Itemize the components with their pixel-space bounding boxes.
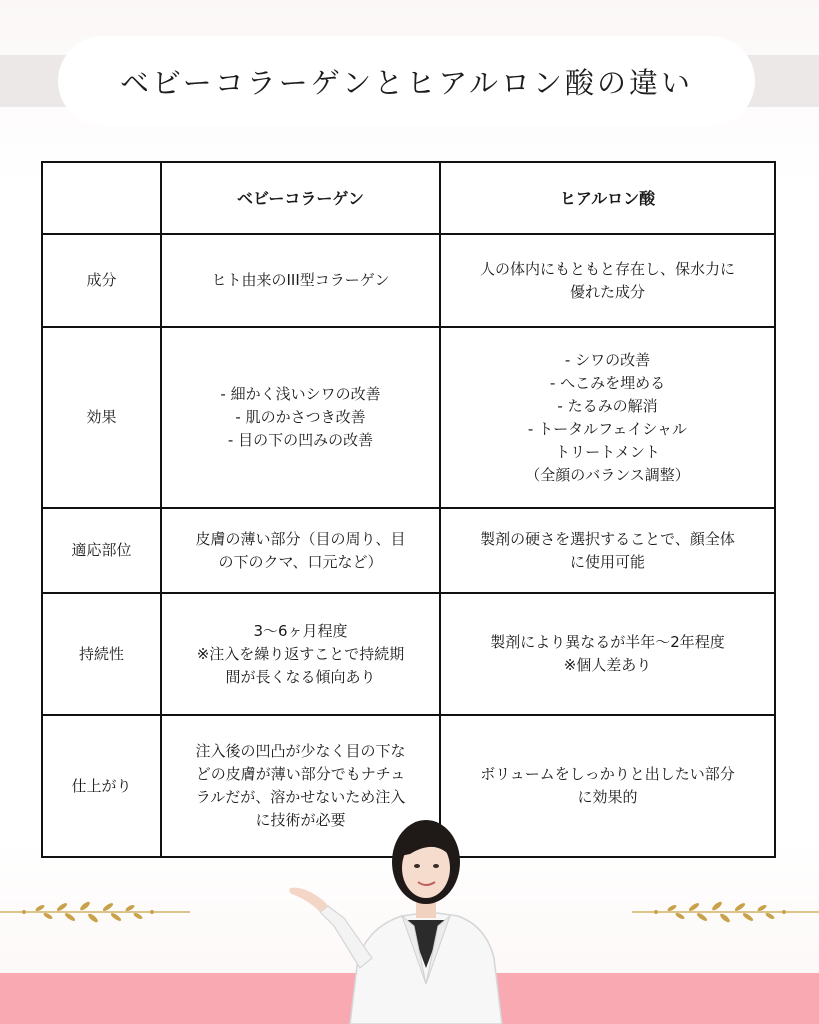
table-row <box>42 508 775 593</box>
comparison-table <box>41 161 776 858</box>
cell-line: ※個人差あり <box>563 656 652 674</box>
cell-line: 人の体内にもともと存在し、保水力に <box>479 259 735 278</box>
gold-leaf-ornament-left <box>0 897 190 927</box>
header-hyaluronic-acid: ヒアルロン酸 <box>440 162 775 234</box>
header-empty-cell <box>42 162 161 234</box>
cell-line: 優れた成分 <box>569 282 645 301</box>
cell-line: - へこみを埋める <box>549 373 666 392</box>
cell-line: に使用可能 <box>569 552 645 571</box>
hyaluronic-acid-cell <box>440 327 775 508</box>
cell-line: ※注入を繰り返すことで持続期 <box>196 644 405 663</box>
baby-collagen-cell <box>161 234 440 327</box>
cell-line: - 肌のかさつき改善 <box>235 408 366 426</box>
cell-line: - トータルフェイシャル <box>527 419 688 438</box>
baby-collagen-cell <box>161 593 440 715</box>
row-label: 効果 <box>42 327 161 508</box>
row-label: 成分 <box>42 234 161 327</box>
baby-collagen-cell <box>161 508 440 593</box>
cell-line: どの皮膚が薄い部分でもナチュ <box>195 765 406 783</box>
cell-line: 製剤により異なるが半年〜2年程度 <box>490 633 725 651</box>
cell-line: ヒト由来のIII型コラーゲン <box>211 271 390 289</box>
row-label: 持続性 <box>42 593 161 715</box>
cell-line: 注入後の凹凸が少なく目の下な <box>195 742 406 760</box>
table-header-row <box>42 162 775 234</box>
cell-line: - シワの改善 <box>564 350 651 369</box>
cell-line: 皮膚の薄い部分（目の周り、目 <box>195 529 406 548</box>
cell-line: 3〜6ヶ月程度 <box>253 621 348 640</box>
gold-leaf-ornament-right <box>632 897 819 927</box>
table-row <box>42 234 775 327</box>
doctor-illustration <box>280 808 520 1024</box>
cell-line: 製剤の硬さを選択することで、顔全体 <box>480 529 735 548</box>
baby-collagen-cell <box>161 327 440 508</box>
hyaluronic-acid-cell <box>440 508 775 593</box>
cell-line: の下のクマ、口元など） <box>218 552 383 571</box>
table-row <box>42 327 775 508</box>
header-baby-collagen: ベビーコラーゲン <box>161 162 440 234</box>
cell-line: 間が長くなる傾向あり <box>225 667 376 686</box>
cell-line: （全顔のバランス調整） <box>525 465 690 484</box>
cell-line: に技術が必要 <box>255 811 346 829</box>
cell-line: ボリュームをしっかりと出したい部分 <box>480 765 735 783</box>
cell-line: - 細かく浅いシワの改善 <box>220 385 381 403</box>
page-title: ベビーコラーゲンとヒアルロン酸の違い <box>58 36 755 126</box>
row-label: 適応部位 <box>42 508 161 593</box>
cell-line: ラルだが、溶かせないため注入 <box>195 788 406 806</box>
cell-line: に効果的 <box>577 788 638 806</box>
cell-line: - 目の下の凹みの改善 <box>227 431 374 449</box>
hyaluronic-acid-cell <box>440 234 775 327</box>
cell-line: トリートメント <box>555 442 660 461</box>
cell-line: - たるみの解消 <box>557 396 658 415</box>
table-row <box>42 593 775 715</box>
row-label: 仕上がり <box>42 715 161 857</box>
hyaluronic-acid-cell <box>440 593 775 715</box>
